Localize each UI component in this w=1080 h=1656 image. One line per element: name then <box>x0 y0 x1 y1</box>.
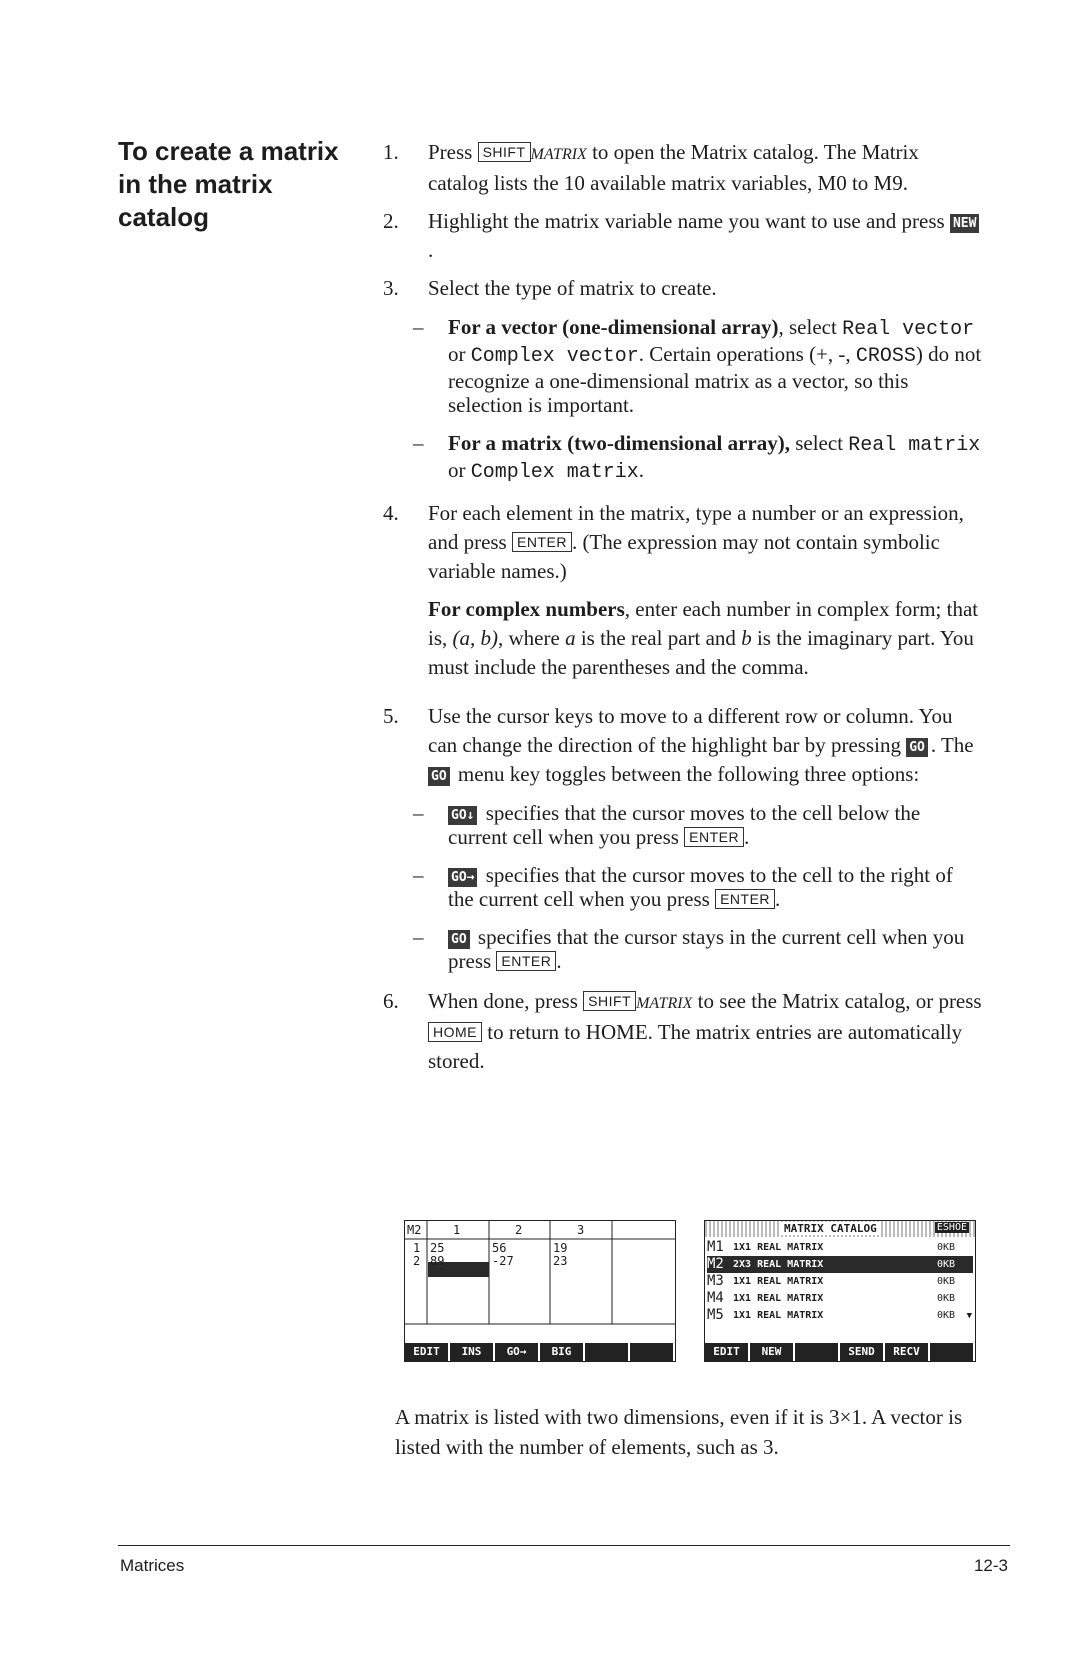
step-number: 1. <box>383 140 399 164</box>
scroll-down-icon: ▼ <box>966 1311 972 1321</box>
menu-key-empty <box>630 1343 675 1361</box>
shift-key: SHIFT <box>478 142 531 162</box>
go-menu-key: GO <box>906 738 928 757</box>
go-option-stay: – GO specifies that the cursor stays in the current cell when you press ENTER . <box>413 925 965 973</box>
menu-key-empty <box>795 1343 840 1361</box>
enter-key: ENTER <box>496 951 556 971</box>
type-option-vector: – For a vector (one-dimensional array), select Real vector or Complex vector. Certain operations (+, -, CROSS) do not recognize a one-dimensional matrix as a vector, so this selection is important. <box>413 315 982 417</box>
step-number: 2. <box>383 209 399 233</box>
matrix-grid <box>405 1221 675 1343</box>
menu-key-ins[interactable]: INS <box>450 1343 495 1361</box>
matrix-keyword: MATRIX <box>636 995 693 1012</box>
menu-key-go[interactable]: GO→ <box>495 1343 540 1361</box>
page-number: 12-3 <box>973 1556 1008 1575</box>
go-option-right: – GO→ specifies that the cursor moves to the cell to the right of the current cell when you press ENTER . <box>413 863 953 911</box>
step-1: 1. Press SHIFT MATRIX to open the Matrix catalog. The Matrix catalog lists the 10 available matrix variables, M0 to M9. <box>383 140 919 195</box>
catalog-list <box>707 1239 973 1324</box>
step-4: 4. For each element in the matrix, type a number or an expression, and press ENTER . (The expression may not contain symbolic variable names.) <box>383 501 964 583</box>
softkey-menu <box>705 1343 975 1361</box>
row-index: 2 <box>413 1254 421 1268</box>
matrix-name: M2 <box>407 1223 422 1237</box>
home-key: HOME <box>428 1022 482 1042</box>
enter-key: ENTER <box>715 889 775 909</box>
step-number: 4. <box>383 501 399 525</box>
menu-key-new[interactable]: NEW <box>750 1343 795 1361</box>
step-number: 3. <box>383 276 399 300</box>
memory-badge: ESHOE <box>936 1222 967 1233</box>
column-header: 2 <box>515 1223 523 1237</box>
catalog-item-selected[interactable]: M2 2X3 REAL MATRIX 0KB <box>707 1256 973 1273</box>
figure-caption: A matrix is listed with two dimensions, even if it is 3×1. A vector is listed with the number of elements, such as 3. <box>395 1405 963 1459</box>
column-header: 3 <box>577 1223 585 1237</box>
new-menu-key: NEW <box>950 214 979 233</box>
softkey-menu <box>405 1343 675 1361</box>
matrix-catalog-screen <box>704 1220 976 1362</box>
footer-chapter: Matrices <box>120 1556 185 1575</box>
go-stay-menu-key: GO <box>448 930 470 949</box>
go-right-menu-key: GO→ <box>448 868 477 887</box>
catalog-item[interactable]: M1 1X1 REAL MATRIX 0KB <box>707 1239 956 1255</box>
matrix-editor-screen <box>404 1220 676 1362</box>
menu-key-empty <box>930 1343 975 1361</box>
catalog-item[interactable]: M4 1X1 REAL MATRIX 0KB <box>707 1290 956 1306</box>
menu-key-edit[interactable]: EDIT <box>405 1343 450 1361</box>
step-5: 5. Use the cursor keys to move to a different row or column. You can change the direction of the highlight bar by pressing GO . The GO menu key toggles between the following three options: <box>383 704 974 786</box>
step-6: 6. When done, press SHIFT MATRIX to see the Matrix catalog, or press HOME to return to HOME. The matrix entries are automatically stored. <box>383 989 982 1073</box>
matrix-cell: 89 <box>430 1254 445 1268</box>
step-3: 3. Select the type of matrix to create. <box>383 274 983 303</box>
go-option-down: – GO↓ specifies that the cursor moves to the cell below the current cell when you press ENTER . <box>413 801 921 849</box>
column-header: 1 <box>453 1223 461 1237</box>
catalog-item[interactable]: M3 1X1 REAL MATRIX 0KB <box>707 1273 956 1289</box>
matrix-cell: 56 <box>492 1241 507 1255</box>
menu-key-edit[interactable]: EDIT <box>705 1343 750 1361</box>
step-number: 6. <box>383 989 399 1013</box>
procedure <box>383 138 983 1085</box>
step-2: 2. Highlight the matrix variable name you want to use and press NEW. <box>383 207 983 265</box>
menu-key-send[interactable]: SEND <box>840 1343 885 1361</box>
menu-key-empty <box>585 1343 630 1361</box>
matrix-cell: 19 <box>553 1241 568 1255</box>
catalog-title-bar <box>705 1221 975 1237</box>
enter-key: ENTER <box>512 532 572 552</box>
matrix-cell: 25 <box>430 1241 445 1255</box>
shift-key: SHIFT <box>583 991 636 1011</box>
row-index: 1 <box>413 1241 421 1255</box>
type-option-matrix: – For a matrix (two-dimensional array), select Real matrix or Complex matrix. <box>413 431 981 484</box>
footer-rule <box>118 1545 1010 1546</box>
complex-numbers-note: For complex numbers, enter each number in complex form; that is, (a, b), where a is the real part and b is the imaginary part. You must include the parentheses and the comma. <box>428 597 979 679</box>
go-menu-key: GO <box>428 767 450 786</box>
menu-key-big[interactable]: BIG <box>540 1343 585 1361</box>
catalog-item[interactable]: M5 1X1 REAL MATRIX 0KB <box>707 1307 956 1323</box>
catalog-title: MATRIX CATALOG <box>781 1222 880 1235</box>
enter-key: ENTER <box>684 827 744 847</box>
go-down-menu-key: GO↓ <box>448 806 477 825</box>
matrix-cell: 23 <box>553 1254 568 1268</box>
step-number: 5. <box>383 704 399 728</box>
matrix-keyword: MATRIX <box>530 146 587 163</box>
menu-key-recv[interactable]: RECV <box>885 1343 930 1361</box>
section-heading: To create a matrix in the matrix catalog <box>118 136 339 232</box>
matrix-cell: -27 <box>492 1254 514 1268</box>
